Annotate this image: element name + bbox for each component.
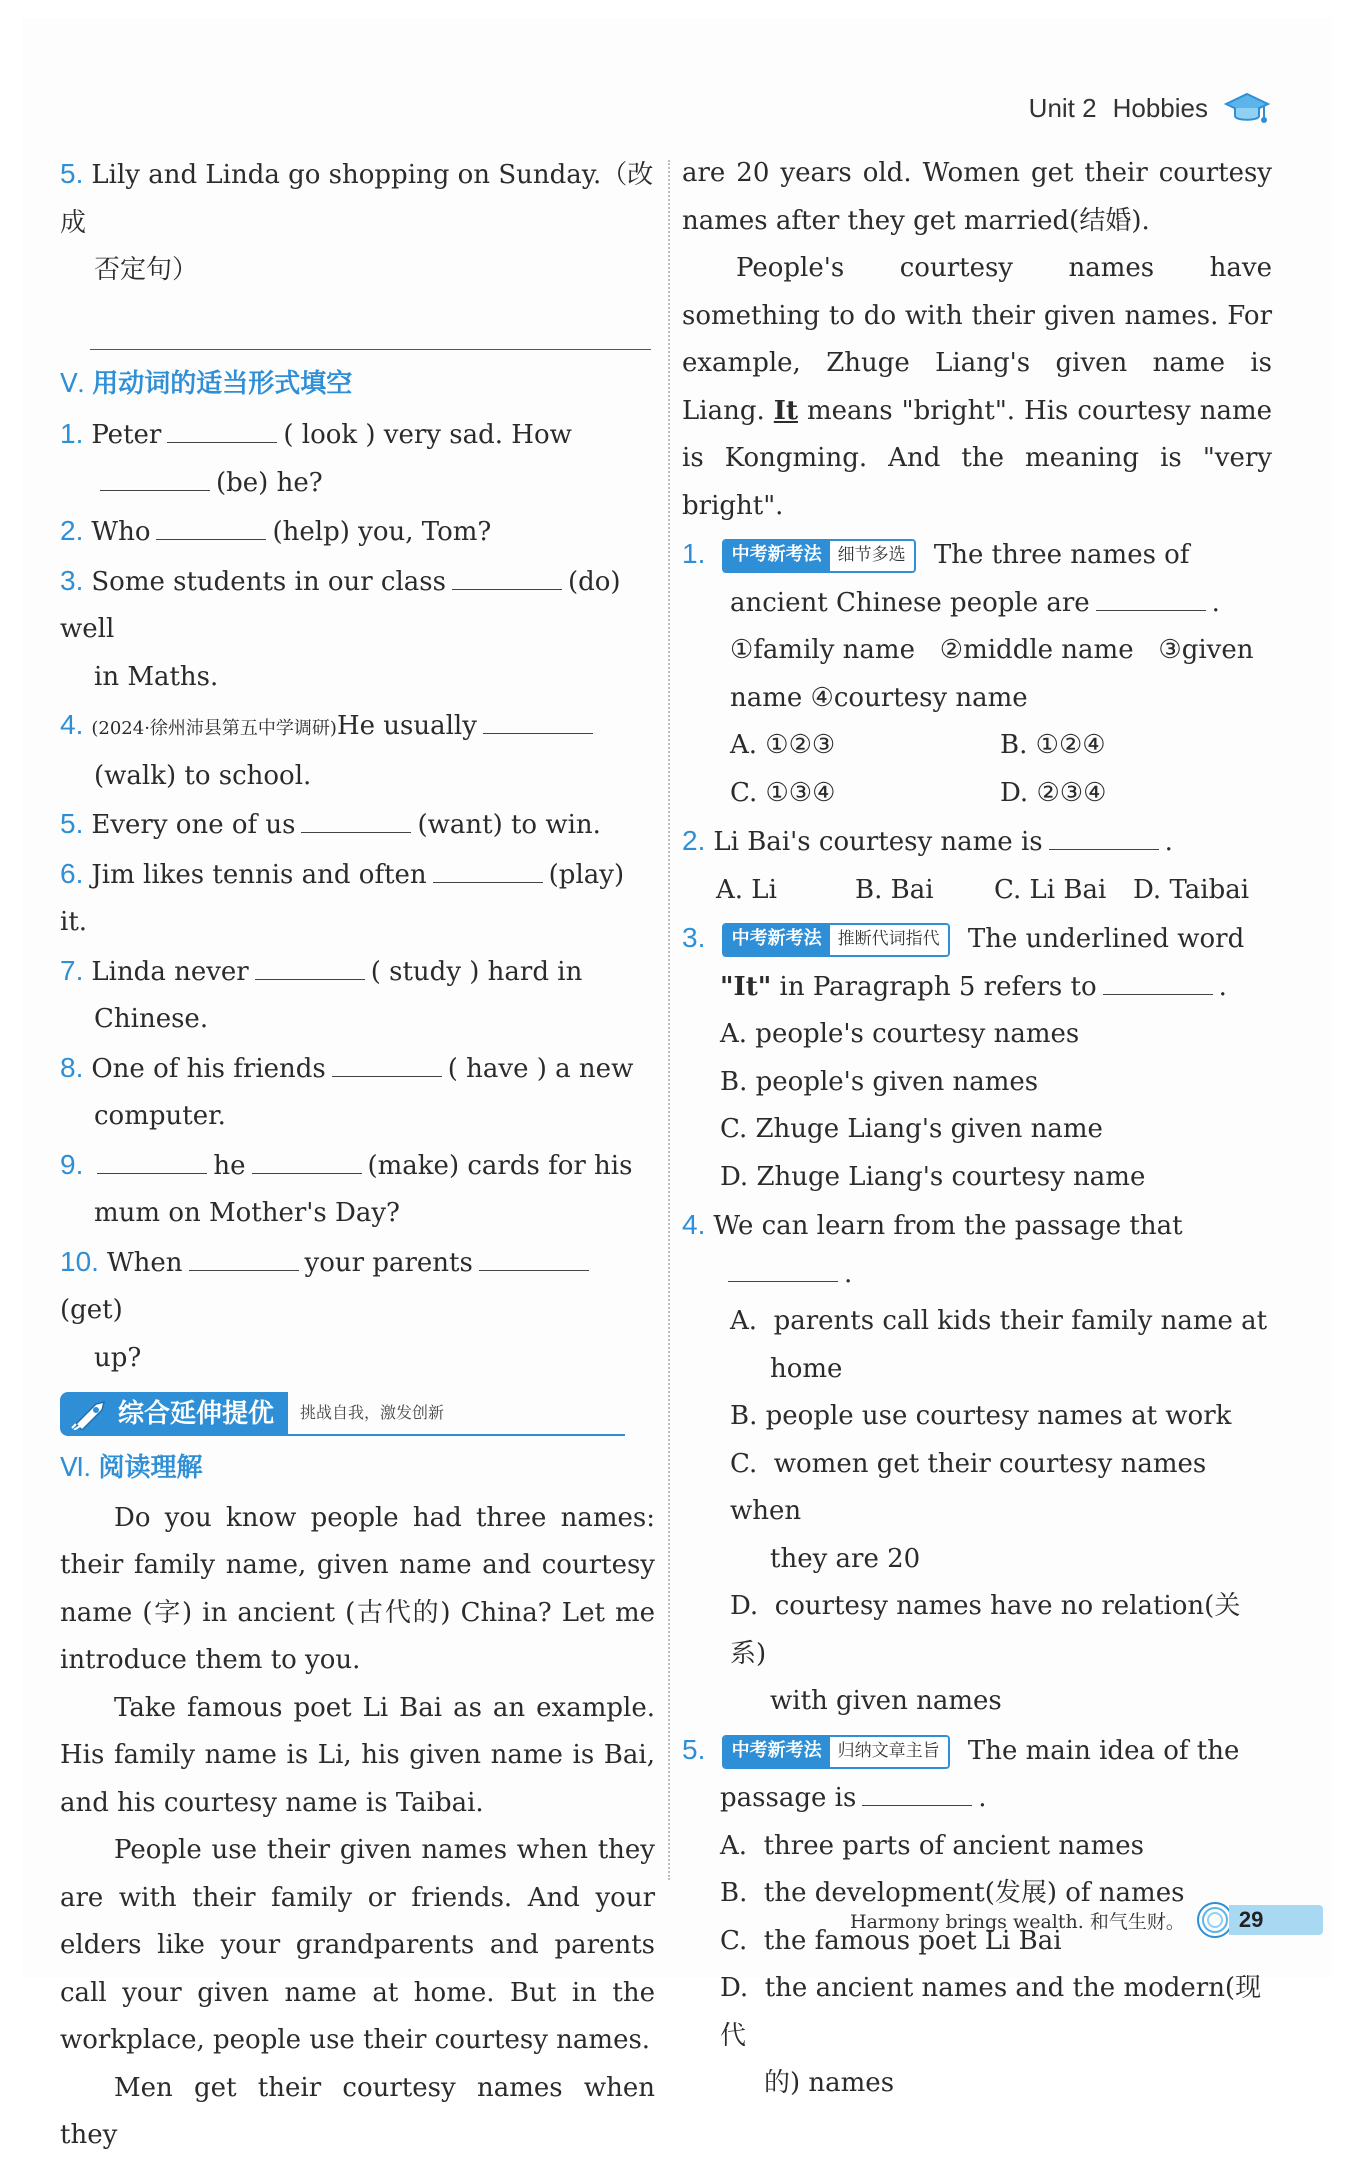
answer-blank[interactable]	[862, 1779, 972, 1806]
answer-blank[interactable]	[1103, 968, 1213, 995]
option-d[interactable]: D. Zhuge Liang's courtesy name	[720, 1161, 1146, 1192]
fill-item-4: 4. (2024·徐州沛县第五中学调研)He usually	[60, 701, 655, 753]
option-a[interactable]: A. ①②③	[730, 730, 836, 760]
fill-item-3: 3. Some students in our class (do) well	[60, 564, 621, 644]
answer-blank[interactable]	[252, 1147, 362, 1174]
answer-blank[interactable]	[100, 464, 210, 491]
option-c[interactable]: C. Li Bai	[994, 874, 1107, 905]
option-d[interactable]: D. the ancient names and the modern(现代	[720, 1973, 1262, 2051]
answer-blank[interactable]	[301, 806, 411, 833]
unit-title: Hobbies	[1112, 92, 1208, 123]
exam-tag: 中考新考法 归纳文章主旨	[722, 1735, 950, 1769]
section-5-heading: Ⅴ. 用动词的适当形式填空	[60, 368, 353, 399]
section-6-heading: Ⅵ. 阅读理解	[60, 1453, 203, 1483]
section-banner: 综合延伸提优 挑战自我，激发创新	[60, 1388, 655, 1440]
reading-question-4: 4. We can learn from the passage that	[682, 1209, 1183, 1241]
fill-item-9: 9. he (make) cards for his	[60, 1148, 633, 1181]
passage-paragraph-2: Take famous poet Li Bai as an example. His family name is Li, his given name is Bai, and his courtesy name is Taibai.	[60, 1692, 655, 1818]
answer-blank[interactable]	[1096, 584, 1206, 611]
choice-list: ①family name ②middle name ③given	[730, 635, 1254, 665]
column-divider	[668, 160, 670, 1880]
page-header	[1029, 90, 1270, 126]
option-c[interactable]: C. Zhuge Liang's given name	[720, 1114, 1103, 1144]
answer-blank[interactable]	[1049, 823, 1159, 850]
passage-paragraph-3: People use their given names when they are with their family or friends. And your elders like your grandparents and parents call your given name at home. But in the workplace, people use their courtesy names.	[60, 1835, 655, 2055]
source-note: (2024·徐州沛县第五中学调研)	[91, 718, 337, 739]
question-5-rewrite-cont: 否定句）	[94, 255, 199, 285]
left-column: 5. Lily and Linda go shopping on Sunday.（改成 否定句） Ⅴ. 用动词的适当形式填空 1. Peter ( look ) very sad. How (be) he? 2. Who (help) you, Tom? 3. Some students in our class (do) well in Maths. 4. (2024·徐州沛县第五中学调研)He usually (walk) to school. 5. Every one of us (want) to win. 6. Jim likes tennis and often (play) it. 7. Linda never ( study ) hard in Chinese. 8. One of his friends ( have ) a new computer. 9. he (make) cards for his mum on Mother's Day? 10. When your parents(get) up? 综合延伸提优 挑战自我，激发创新 Ⅵ. 阅读理解 Do you know people had three names: their family name, given name and courtesy name (字) in ancient (古代的) China? Let me introduce them to you. Take famous poet Li Bai as an example. His family name is Li, his given name is Bai, and his courtesy name is Taibai. People use their given names when they are with their family or friends. And your elders like your grandparents and parents call your given name at home. But in the workplace, people use their courtesy names. Men get their courtesy names when they	[60, 150, 655, 2160]
fill-item-10: 10. When your parents(get)	[60, 1238, 655, 1335]
right-column: are 20 years old. Women get their courtesy names after they get married(结婚). People's courtesy names have something to do with their given names. For example, Zhuge Liang's given name is Liang. It means "bright". His courtesy name is Kongming. And the meaning is "very bright". 1. 中考新考法 细节多选 The three names of ancient Chinese people are . ①family name ②middle name ③given name ④courtesy name A. ①②③ B. ①②④ C. ①③④ D. ②③④ 2. Li Bai's courtesy name is . A. Li B. Bai C. Li Bai D. Taibai 3. 中考新考法 推断代词指代 The underlined word "It" in Paragraph 5 refers to . A. people's courtesy names B. people's given names C. Zhuge Liang's given name D. Zhuge Liang's courtesy name 4. We can learn from the passage that . A. parents call kids their family name at home B. people use courtesy names at work C. women get their courtesy names when they are 20 D. courtesy names have no relation(关系) with given names 5. 中考新考法 归纳文章主旨 The main idea of the passage is . A. three parts of ancient names B. the development(发展) of names C. the famous poet Li Bai D. the ancient names and the modern(现代 的) names	[682, 150, 1272, 2108]
option-b[interactable]: B. ①②④	[1000, 730, 1106, 760]
option-d[interactable]: D. ②③④	[1000, 777, 1107, 808]
answer-blank[interactable]	[728, 1255, 838, 1282]
exam-tag: 中考新考法 细节多选	[722, 539, 916, 573]
footer-motto: Harmony brings wealth. 和气生财。	[850, 1910, 1185, 1933]
fill-item-7: 7. Linda never ( study ) hard in	[60, 954, 583, 987]
option-b[interactable]: B. Bai	[855, 874, 934, 905]
passage-paragraph-5: People's courtesy names have something to do with their given names. For example, Zhuge Liang's given name is Liang. It means "bright". His courtesy name is Kongming. And the meaning is "very bright".	[682, 253, 1272, 521]
answer-blank[interactable]	[255, 953, 365, 980]
reading-question-1: 1. 中考新考法 细节多选 The three names of	[682, 530, 1272, 580]
unit-label: Unit 2	[1028, 92, 1097, 123]
option-c[interactable]: C. the famous poet Li Bai	[720, 1925, 1062, 1956]
answer-blank[interactable]	[479, 1244, 589, 1271]
option-c[interactable]: C. ①③④	[730, 777, 836, 808]
fill-item-6: 6. Jim likes tennis and often (play) it.	[60, 857, 625, 937]
underlined-word: It	[773, 395, 798, 426]
rocket-icon	[70, 1398, 108, 1430]
answer-blank[interactable]	[189, 1244, 299, 1271]
passage-paragraph-4-cont: are 20 years old. Women get their courtesy names after they get married(结婚).	[682, 158, 1272, 236]
exam-tag: 中考新考法 推断代词指代	[722, 923, 950, 957]
option-d[interactable]: D. courtesy names have no relation(关系)	[730, 1591, 1241, 1669]
answer-blank[interactable]	[452, 563, 562, 590]
answer-blank[interactable]	[433, 856, 543, 883]
answer-blank[interactable]	[97, 1147, 207, 1174]
reading-question-3: 3. 中考新考法 推断代词指代 The underlined word	[682, 914, 1272, 964]
option-a[interactable]: A. Li	[716, 874, 777, 905]
answer-blank[interactable]	[167, 416, 277, 443]
option-c[interactable]: C. women get their courtesy names when	[730, 1448, 1207, 1526]
fill-item-2: 2. Who (help) you, Tom?	[60, 515, 492, 547]
fill-item-5: 5. Every one of us (want) to win.	[60, 808, 601, 840]
page-footer	[850, 1900, 1323, 1940]
passage-paragraph-1: Do you know people had three names: their family name, given name and courtesy name (字) in ancient (古代的) China? Let me introduce them to you.	[60, 1502, 655, 1675]
passage-paragraph-4: Men get their courtesy names when they	[60, 2072, 655, 2150]
reading-question-5: 5. 中考新考法 归纳文章主旨 The main idea of the	[682, 1726, 1272, 1776]
fill-item-8: 8. One of his friends ( have ) a new	[60, 1051, 634, 1084]
answer-blank[interactable]	[332, 1050, 442, 1077]
answer-blank[interactable]	[483, 707, 593, 734]
answer-line[interactable]	[90, 313, 651, 350]
option-b[interactable]: B. the development(发展) of names	[720, 1878, 1185, 1908]
option-a[interactable]: A. people's courtesy names	[720, 1019, 1080, 1049]
graduation-cap-icon	[1224, 90, 1270, 126]
option-b[interactable]: B. people's given names	[720, 1066, 1039, 1097]
option-a[interactable]: A. three parts of ancient names	[720, 1830, 1145, 1861]
page-number: 29	[1229, 1905, 1323, 1935]
question-5-rewrite: 5. Lily and Linda go shopping on Sunday.（改成	[60, 158, 654, 238]
fill-item-1: 1. Peter ( look ) very sad. How	[60, 418, 572, 450]
option-b[interactable]: B. people use courtesy names at work	[730, 1401, 1232, 1431]
answer-blank[interactable]	[156, 513, 266, 540]
option-a[interactable]: A. parents call kids their family name at	[730, 1306, 1268, 1336]
option-d[interactable]: D. Taibai	[1133, 874, 1250, 905]
reading-question-2: 2. Li Bai's courtesy name is .	[682, 825, 1173, 857]
